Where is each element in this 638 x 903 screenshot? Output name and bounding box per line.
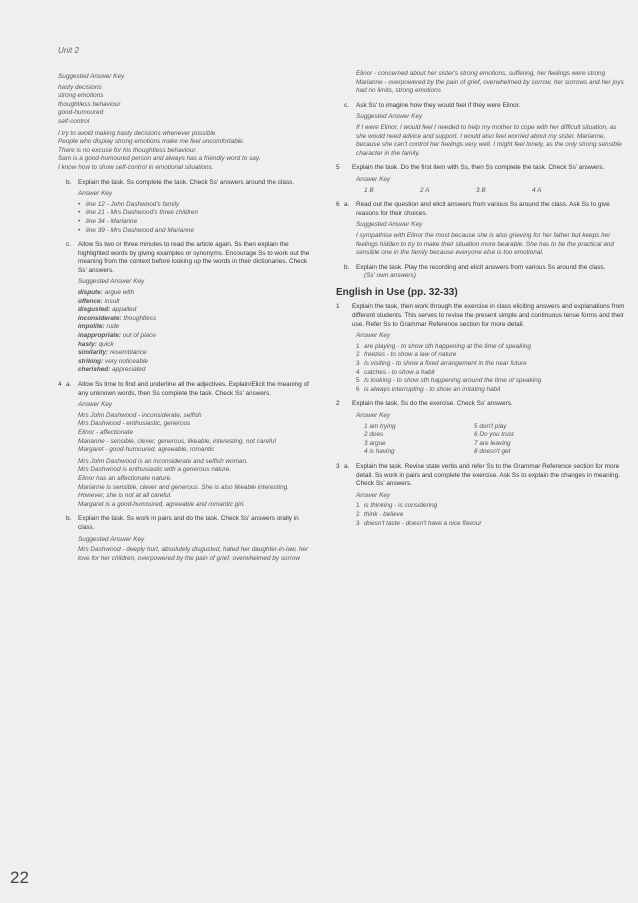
- vocab-line: offence: insult: [78, 297, 120, 305]
- task-text: Explain the task. Do the first item with Ss, then Ss complete the task. Check Ss' answers.: [352, 164, 605, 172]
- task-1: [336, 303, 628, 329]
- key-paragraph: I sympathise with Elinor the most because she is also grieving for her father but keeps her feelings hidden to try to make their situation more bearable. She has to be the practical and sensible one in the family because everyone else is too emotional.: [356, 231, 614, 257]
- task-text: Explain the task. Revise state verbs and refer Ss to the Grammar Reference section for more detail. Ss work in pairs and complete the exercise. Ask Ss to explain the changes in meaning. Check Ss' answers.: [356, 462, 620, 488]
- task-label: c.: [66, 241, 71, 249]
- key-numbered: 3 doesn't taste - doesn't have a nice flavour: [356, 519, 482, 527]
- key-numbered: 3 Is visiting - to show a fixed arrangement in the near future: [356, 360, 527, 368]
- answer-key-title: Suggested Answer Key: [356, 113, 423, 121]
- answer-key-title: Suggested Answer Key: [78, 535, 145, 543]
- answer-key-title: Answer Key: [356, 175, 391, 183]
- key-line: hasty decisions: [58, 83, 102, 91]
- task-number: 1: [336, 303, 340, 311]
- vocab-line: dispute: argue with: [78, 289, 135, 297]
- task-text: Explain the task. Ss do the exercise. Check Ss' answers.: [352, 400, 513, 408]
- key-numbered: 2 freezes - to show a law of nature: [356, 351, 457, 359]
- answer-key-title: Suggested Answer Key: [356, 221, 423, 229]
- task-6b: [336, 264, 628, 273]
- vocab-line: inappropriate: out of place: [78, 332, 156, 340]
- task-text: Read out the question and elicit answers from various Ss around the class. Ask Ss to give reasons for their choices.: [356, 201, 610, 217]
- answer-key-title: Answer Key: [78, 401, 113, 409]
- answer-key-title: Answer Key: [78, 190, 113, 198]
- vocab-line: inconsiderate: thoughtless: [78, 314, 157, 322]
- key-numbered: 2 think - believe: [356, 510, 404, 518]
- task-label: c.: [344, 101, 349, 109]
- task-text: Explain the task, then work through the exercise in class eliciting answers and explanations from different students. This serves to revise the present simple and continuous tense forms and their use. Refer Ss to Grammar Reference section for more detail.: [352, 303, 625, 328]
- answer-key-title: Answer Key: [356, 412, 391, 419]
- answer-key-title: Suggested Answer Key: [58, 73, 125, 80]
- task-5: [336, 164, 628, 173]
- task-c: [58, 241, 316, 275]
- vocab-line: impolite: rude: [78, 323, 120, 331]
- key-numbered: 5 Is looking - to show sth happening around the time of speaking: [356, 377, 542, 385]
- task-c: [336, 102, 628, 111]
- task-2: [336, 400, 628, 409]
- key-line: There is no excuse for his thoughtless behaviour.: [58, 146, 198, 154]
- key-paragraph: Elinor - concerned about her sister's strong emotions, suffering, her feelings were strong: [356, 70, 606, 77]
- answer-key-title: Answer Key: [356, 332, 391, 340]
- right-column: [336, 70, 628, 528]
- vocab-line: disgusted: appalled: [78, 306, 137, 314]
- key-numbered: 6 is always interrupting - to show an irritating habit: [356, 385, 501, 393]
- task-label: b.: [66, 178, 72, 186]
- answer-grid: 1 am trying 5 don't play 2 does 6 Do you trust 3 argue 7 are leaving 4 is having 8 doesn't get: [364, 422, 514, 456]
- task-text: Explain the task. Ss complete the task. Check Ss' answers around the class.: [78, 178, 295, 186]
- task-text: Ask Ss' to imagine how they would feel if they were Elinor.: [356, 101, 521, 109]
- task-4a: [58, 381, 316, 398]
- vocab-line: hasty: quick: [78, 340, 114, 348]
- answer-row: 1 B 2 A 3 B 4 A: [364, 186, 542, 194]
- answer-key-adjectives: Mrs John Dashwood - inconsiderate, selfish Mrs Dashwood - enthusiastic, generous Elinor - affectionate Marianne - sensible, clever, generous, likeable, interesting, not careful Margaret - good-humoured, agreeable, romantic Mrs John Dashwood is an inconsiderate and selfish woman. Mrs Dashwood is enthusiastic with a generous nature. Elinor has an affectionate nature. Marianne is sensible, clever and generous. She is also likeable interesting. However, she is not at all careful. Margaret is a good-humoured, agreeable and romantic girl.: [78, 411, 290, 508]
- key-numbered: 1 is thinking - is considering: [356, 502, 438, 510]
- key-line: I know how to show self-control in emotional situations.: [58, 163, 214, 171]
- task-number: 4: [58, 381, 62, 388]
- key-bullet: • line 21 - Mrs Dashwood's three children: [58, 209, 316, 218]
- page-number: 22: [10, 868, 29, 887]
- task-text: Allow Ss two or three minutes to read the article again. Ss then explain the highlighted words by giving examples or synonyms. Encourage Ss to work out the meaning from the context before looking up the words in their dictionaries. Check Ss' answers.: [78, 241, 310, 274]
- task-label: b.: [66, 515, 72, 523]
- key-line: I try to avoid making hasty decisions whenever possible.: [58, 129, 218, 137]
- key-numbered: 1 are playing - to show sth happening at the time of speaking: [356, 342, 531, 350]
- vocab-line: similarity: resemblance: [78, 349, 147, 357]
- key-line: thoughtless behaviour: [58, 100, 121, 108]
- task-text: Explain the task. Play the recording and elicit answers from various Ss around the class.: [356, 263, 606, 271]
- task-6a: [336, 201, 628, 218]
- task-3a: [336, 463, 628, 489]
- task-b: [58, 179, 316, 188]
- task-label: b.: [344, 263, 350, 271]
- vocab-key: [58, 289, 316, 375]
- key-note: (Ss' own answers): [364, 272, 417, 280]
- task-number: 2: [336, 400, 340, 408]
- key-paragraph: Marianne - overpowered by the pain of grief, overwhelmed by sorrow, her sorrows and her joys had no limits, strong emotions: [356, 78, 624, 95]
- unit-label: Unit 2: [58, 46, 79, 55]
- key-bullet: • line 39 - Mrs Dashwood and Marianne: [58, 227, 316, 236]
- key-line: People who display strong emotions make me feel uncomfortable.: [58, 138, 245, 146]
- answer-key-title: Answer Key: [356, 491, 391, 499]
- left-column: [58, 70, 316, 563]
- section-heading: English in Use (pp. 32-33): [336, 286, 458, 298]
- key-line: good-humoured: [58, 109, 104, 117]
- task-number: 3: [336, 462, 340, 470]
- vocab-line: cherished: appreciated: [78, 366, 146, 374]
- task-label: a.: [344, 462, 350, 470]
- task-4b: [58, 515, 316, 532]
- task-text: Explain the task. Ss work in pairs and do the task. Check Ss' answers orally in class.: [78, 515, 299, 531]
- key-line: Sam is a good-humoured person and always has a friendly word to say.: [58, 155, 261, 163]
- key-paragraph: If I were Elinor, I would feel I needed to help my mother to cope with her difficult situation, as she would need advice and support. I would also feel worried about my sister, Marianne, because she can't control her feelings very well. I might feel lonely, as the only strong sensible character in the family.: [356, 123, 622, 157]
- key-paragraph: Mrs Dashwood - deeply hurt, absolutely disgusted, hated her daughter-in-law, her love for her children, overpowered by the pain of grief, overwhelmed by sorrow: [78, 546, 309, 562]
- task-text: Allow Ss time to find and underline all the adjectives. Explain/Elicit the meaning of any unknown words, then Ss complete the task. Check Ss' answers.: [78, 381, 309, 397]
- vocab-line: striking: very noticeable: [78, 357, 148, 365]
- task-label: a.: [66, 381, 72, 388]
- task-label: a.: [344, 201, 350, 209]
- key-numbered: 4 catches - to show a habit: [356, 368, 435, 376]
- key-line: strong emotions: [58, 92, 104, 100]
- task-number: 5: [336, 164, 340, 172]
- answer-key-words: [58, 84, 316, 173]
- task-number: 6: [336, 201, 340, 209]
- answer-key-title: Suggested Answer Key: [78, 278, 145, 286]
- key-line: self-control: [58, 117, 90, 125]
- key-bullet: • line 34 - Marianne: [58, 218, 316, 227]
- key-bullet: • line 12 - John Dashwood's family: [58, 201, 316, 210]
